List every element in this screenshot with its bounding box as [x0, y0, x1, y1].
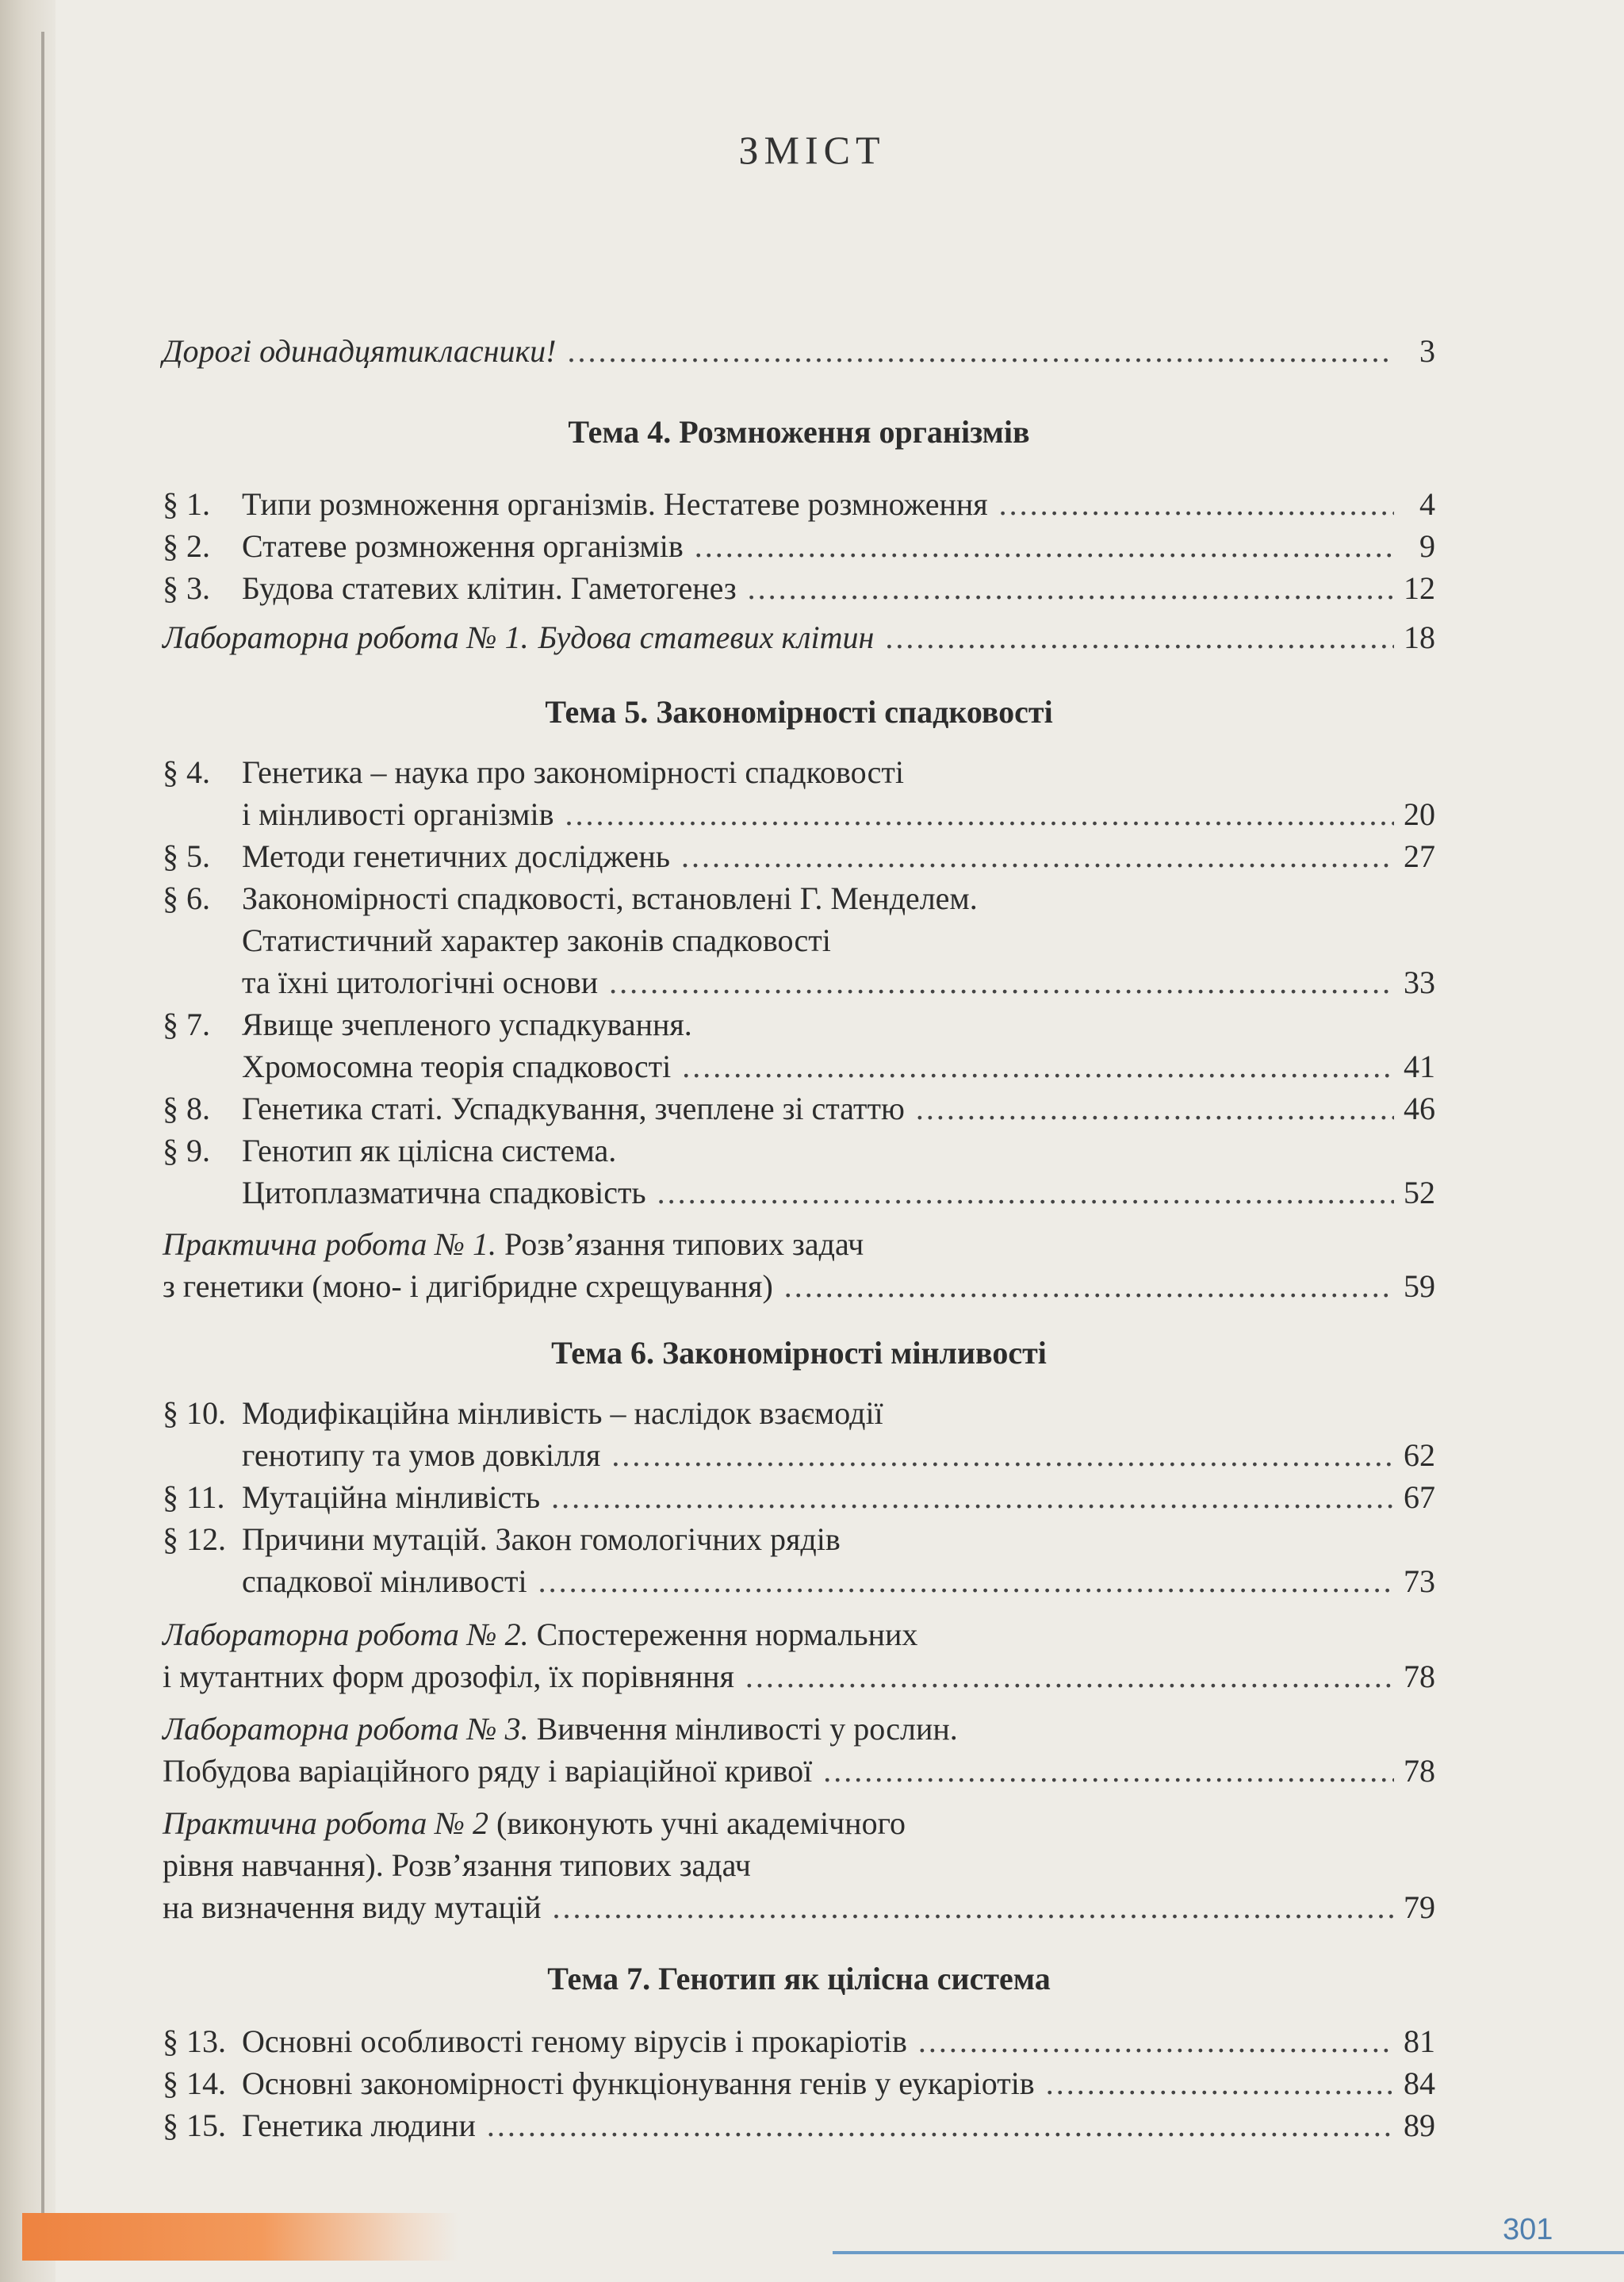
toc-entry-lab-3-line-1	[163, 1707, 1435, 1751]
page-number: 41	[1404, 1049, 1435, 1084]
page-number: 52	[1404, 1175, 1435, 1210]
page-number: 20	[1404, 796, 1435, 832]
spine-fold-line	[41, 32, 44, 2221]
page-number: 4	[1419, 486, 1435, 522]
page-number: 81	[1404, 2023, 1435, 2059]
dot-leader	[745, 1655, 1394, 1699]
entry-text: Розв’язання типових задач	[496, 1226, 864, 1262]
dot-leader	[553, 1885, 1395, 1930]
entry-text: Методи генетичних досліджень	[242, 838, 670, 874]
toc-entry-practical-1-line-2	[163, 1264, 1435, 1309]
paragraph-number: § 12.	[163, 1521, 226, 1557]
page-number: 73	[1404, 1563, 1435, 1599]
toc-entry-lab-2-line-2	[163, 1655, 1435, 1699]
toc-entry-lab-1	[163, 616, 1435, 660]
toc-entry-paragraph-3	[163, 566, 1435, 611]
entry-text: Генетика статі. Успадкування, зчеплене зі статтю	[242, 1091, 905, 1126]
dot-leader	[551, 1475, 1394, 1520]
toc-entry-paragraph-1	[163, 482, 1435, 527]
toc-entry-paragraph-13	[163, 2019, 1435, 2064]
page-number: 33	[1404, 965, 1435, 1000]
entry-label: Лабораторна робота № 1.	[163, 619, 529, 655]
entry-label: Практична робота № 2	[163, 1805, 489, 1841]
page-number: 3	[1419, 333, 1435, 369]
dot-leader	[565, 792, 1395, 837]
paragraph-number: § 3.	[163, 570, 210, 606]
section-heading-theme-4: Тема 4. Розмноження організмів	[568, 414, 1030, 450]
entry-text: Вивчення мінливості у рослин.	[528, 1711, 958, 1747]
paragraph-number: § 1.	[163, 486, 210, 522]
dot-leader	[487, 2104, 1394, 2148]
entry-text: з генетики (моно- і дигібридне схрещування)	[163, 1268, 773, 1304]
entry-label: Лабораторна робота № 3.	[163, 1711, 529, 1747]
dot-leader	[784, 1264, 1394, 1309]
dot-leader	[682, 1045, 1394, 1089]
paragraph-number: § 15.	[163, 2107, 226, 2143]
dot-leader	[609, 961, 1394, 1005]
toc-entry-paragraph-10-line-1	[163, 1391, 1435, 1436]
entry-text: Будова статевих клітин	[538, 619, 875, 655]
entry-text: (виконують учні академічного	[488, 1805, 906, 1841]
toc-entry-paragraph-7-line-1	[163, 1003, 1435, 1047]
toc-entry-paragraph-5	[163, 834, 1435, 879]
dot-leader	[748, 566, 1394, 611]
dot-leader	[916, 1087, 1394, 1131]
page-number: 9	[1419, 528, 1435, 564]
toc-entry-paragraph-6-line-3	[163, 961, 1435, 1005]
page-number: 12	[1404, 570, 1435, 606]
footer-orange-bar	[22, 2213, 458, 2261]
toc-entry-paragraph-9-line-2	[163, 1171, 1435, 1215]
dot-leader	[918, 2019, 1394, 2064]
entry-text: Генотип як цілісна система.	[242, 1133, 617, 1168]
paragraph-number: § 6.	[163, 880, 210, 916]
page-number: 84	[1404, 2065, 1435, 2101]
entry-text: Дорогі одинадцятикласники!	[163, 333, 557, 369]
page-number: 89	[1404, 2107, 1435, 2143]
dot-leader	[695, 524, 1394, 569]
toc-entry-paragraph-2	[163, 524, 1435, 569]
paragraph-number: § 8.	[163, 1091, 210, 1126]
page-number: 59	[1404, 1268, 1435, 1304]
entry-text: рівня навчання). Розв’язання типових задач	[163, 1847, 751, 1883]
dot-leader	[611, 1433, 1394, 1478]
entry-text: Спостереження нормальних	[528, 1617, 918, 1652]
paragraph-number: § 7.	[163, 1007, 210, 1042]
page-number: 79	[1404, 1889, 1435, 1925]
toc-entry-paragraph-12-line-1	[163, 1517, 1435, 1562]
entry-text: Мутаційна мінливість	[242, 1479, 541, 1515]
entry-text: Основні закономірності функціонування генів у еукаріотів	[242, 2065, 1035, 2101]
book-spine-shadow	[0, 0, 56, 2282]
toc-entry-paragraph-11	[163, 1475, 1435, 1520]
toc-entry-paragraph-14	[163, 2061, 1435, 2106]
entry-text: Побудова варіаційного ряду і варіаційної кривої	[163, 1753, 813, 1789]
dot-leader	[999, 482, 1394, 527]
page-number: 67	[1404, 1479, 1435, 1515]
toc-entry-practical-2-line-3	[163, 1885, 1435, 1930]
paragraph-number: § 9.	[163, 1133, 210, 1168]
page-number: 27	[1404, 838, 1435, 874]
paragraph-number: § 13.	[163, 2023, 226, 2059]
page-title: ЗМІСТ	[738, 128, 886, 172]
entry-text: і мутантних форм дрозофіл, їх порівняння	[163, 1659, 734, 1694]
entry-text: Причини мутацій. Закон гомологічних рядів	[242, 1521, 841, 1557]
dot-leader	[538, 1559, 1394, 1604]
entry-text: і мінливості організмів	[242, 796, 554, 832]
toc-entry-paragraph-12-line-2	[163, 1559, 1435, 1604]
paragraph-number: § 11.	[163, 1479, 225, 1515]
entry-text: Цитоплазматична спадковість	[242, 1175, 646, 1210]
entry-text: Явище зчепленого успадкування.	[242, 1007, 692, 1042]
footer-blue-rule	[833, 2251, 1624, 2254]
entry-text: генотипу та умов довкілля	[242, 1437, 601, 1473]
entry-text: Статеве розмноження організмів	[242, 528, 684, 564]
toc-entry-intro	[163, 329, 1435, 374]
toc-entry-paragraph-9-line-1	[163, 1129, 1435, 1173]
toc-entry-paragraph-6-line-2	[163, 919, 1435, 963]
toc-entry-lab-2-line-1	[163, 1613, 1435, 1657]
dot-leader	[823, 1749, 1394, 1793]
entry-text: Закономірності спадковості, встановлені Г. Менделем.	[242, 880, 978, 916]
paragraph-number: § 4.	[163, 754, 210, 790]
toc-entry-practical-2-line-1	[163, 1801, 1435, 1846]
section-heading-theme-6: Тема 6. Закономірності мінливості	[551, 1335, 1047, 1371]
page-number: 18	[1404, 619, 1435, 655]
entry-text: Основні особливості геному вірусів і прокаріотів	[242, 2023, 907, 2059]
toc-entry-paragraph-4-line-2	[163, 792, 1435, 837]
toc-entry-paragraph-15	[163, 2104, 1435, 2148]
entry-text: Генетика людини	[242, 2107, 476, 2143]
entry-text: Генетика – наука про закономірності спадковості	[242, 754, 904, 790]
toc-entry-paragraph-8	[163, 1087, 1435, 1131]
entry-text: Будова статевих клітин. Гаметогенез	[242, 570, 737, 606]
dot-leader	[1046, 2061, 1394, 2106]
page-number: 62	[1404, 1437, 1435, 1473]
toc-entry-paragraph-4-line-1	[163, 750, 1435, 795]
toc-entry-practical-2-line-2	[163, 1843, 1435, 1888]
paragraph-number: § 5.	[163, 838, 210, 874]
entry-label: Практична робота № 1.	[163, 1226, 497, 1262]
entry-text: на визначення виду мутацій	[163, 1889, 542, 1925]
paragraph-number: § 10.	[163, 1395, 226, 1431]
entry-text: та їхні цитологічні основи	[242, 965, 599, 1000]
footer-page-number: 301	[1503, 2213, 1553, 2246]
dot-leader	[681, 834, 1394, 879]
toc-entry-paragraph-6-line-1	[163, 876, 1435, 921]
entry-text: Хромосомна теорія спадковості	[242, 1049, 672, 1084]
paragraph-number: § 14.	[163, 2065, 226, 2101]
toc-entry-lab-3-line-2	[163, 1749, 1435, 1793]
dot-leader	[885, 616, 1394, 660]
dot-leader	[657, 1171, 1394, 1215]
page-number: 46	[1404, 1091, 1435, 1126]
paragraph-number: § 2.	[163, 528, 210, 564]
toc-entry-practical-1-line-1	[163, 1222, 1435, 1267]
entry-text: Типи розмноження організмів. Нестатеве розмноження	[242, 486, 988, 522]
entry-text: Модифікаційна мінливість – наслідок взаємодії	[242, 1395, 883, 1431]
section-heading-theme-5: Тема 5. Закономірності спадковості	[545, 694, 1053, 730]
toc-entry-paragraph-10-line-2	[163, 1433, 1435, 1478]
page-number: 78	[1404, 1753, 1435, 1789]
page-number: 78	[1404, 1659, 1435, 1694]
toc-entry-paragraph-7-line-2	[163, 1045, 1435, 1089]
dot-leader	[568, 329, 1394, 374]
entry-text: Статистичний характер законів спадковості	[242, 922, 831, 958]
entry-text: спадкової мінливості	[242, 1563, 527, 1599]
entry-label: Лабораторна робота № 2.	[163, 1617, 529, 1652]
section-heading-theme-7: Тема 7. Генотип як цілісна система	[547, 1961, 1051, 1996]
